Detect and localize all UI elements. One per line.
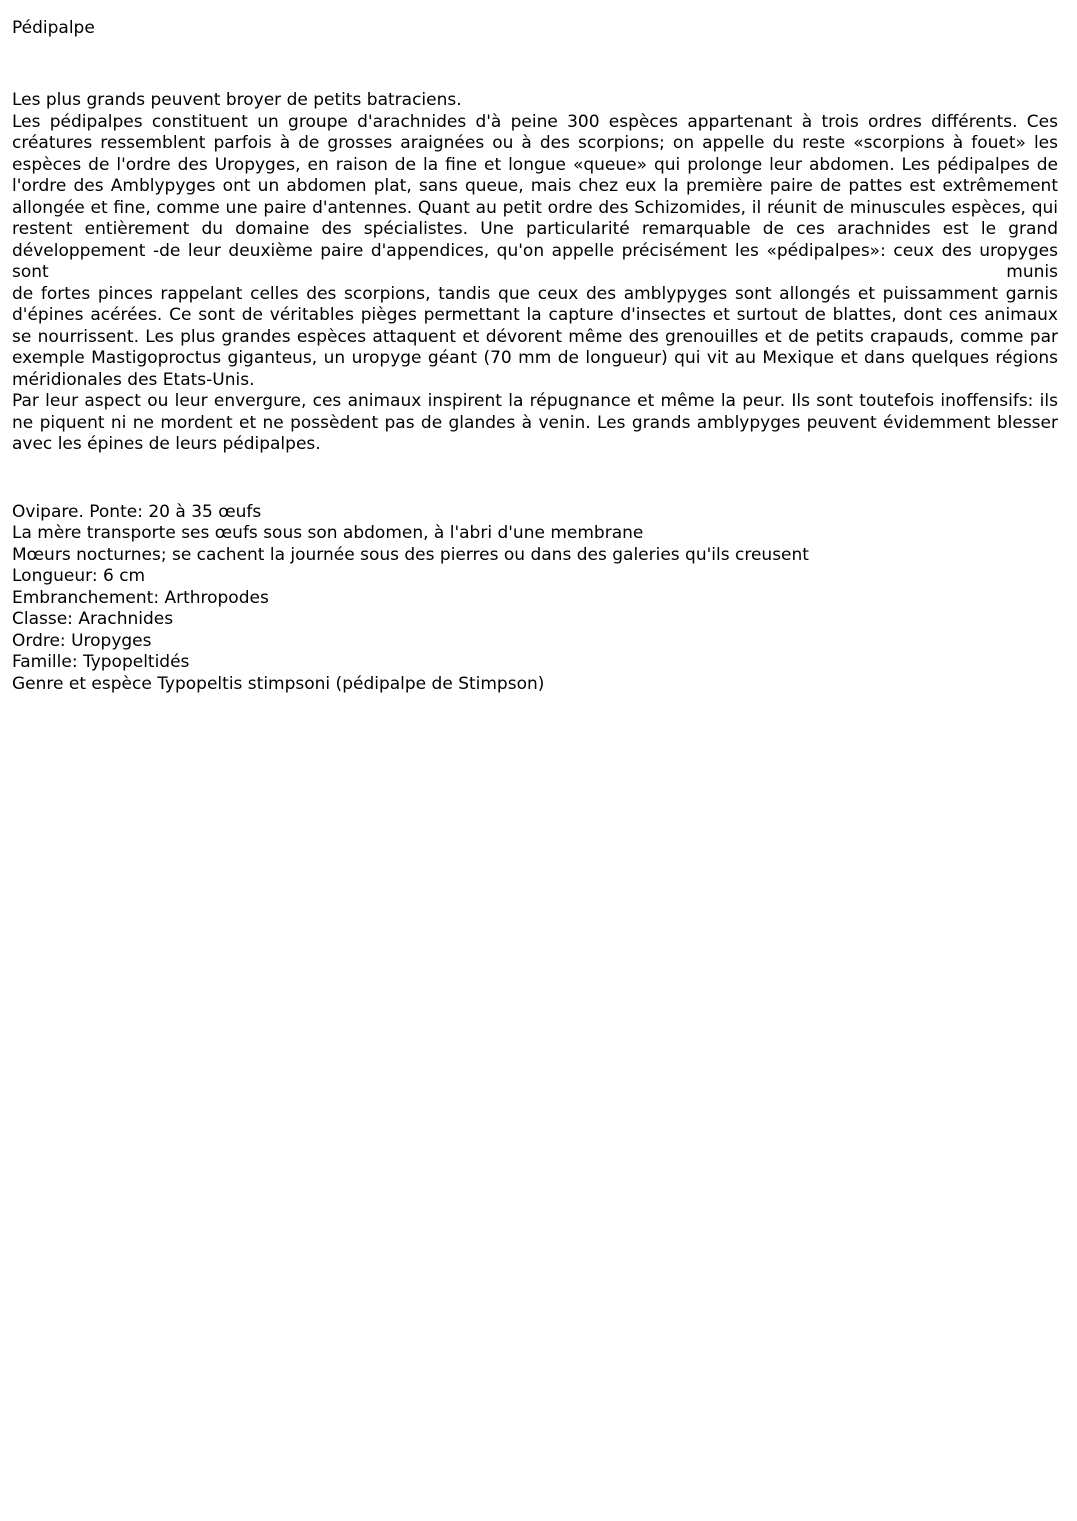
description-section [12, 90, 1058, 456]
fact-line: Famille: Typopeltidés [12, 652, 190, 672]
fact-line: La mère transporte ses œufs sous son abdomen, à l'abri d'une membrane [12, 523, 644, 543]
fact-line: Mœurs nocturnes; se cachent la journée sous des pierres ou dans des galeries qu'ils creusent [12, 544, 809, 565]
paragraph-1-part-1: Les pédipalpes constituent un groupe d'arachnides d'à peine 300 espèces appartenant à trois ordres différents. Ces créatures ressemblent parfois à de grosses araignées ou à des scorpions; on appelle du reste «scorpions à fouet» les espèces de l'ordre des Uropyges, en raison de la fine et longue «queue» qui prolonge leur abdomen. Les pédipalpes de l'ordre des Amblypyges ont un abdomen plat, sans queue, mais chez eux la première paire de pattes est extrêmement allongée et fine, comme une paire d'antennes. Quant au petit ordre des Schizomides, il réunit de minuscules espèces, qui restent entièrement du domaine des spécialistes. Une particularité remarquable de ces arachnides est le grand développement -de leur deuxième paire d'appendices, qu'on appelle précisément les «pédipalpes»: ceux des uropyges sont munis [12, 111, 1058, 282]
intro-line: Les plus grands peuvent broyer de petits batraciens. [12, 90, 462, 110]
fact-line: Ovipare. Ponte: 20 à 35 œufs [12, 501, 262, 522]
document-page [12, 18, 1058, 695]
fact-line: Classe: Arachnides [12, 609, 174, 629]
paragraph-1-part-2: de fortes pinces rappelant celles des scorpions, tandis que ceux des amblypyges sont allongés et puissamment garnis d'épines acérées. Ce sont de véritables pièges permettant la capture d'insectes et surtout de blattes, dont ces animaux se nourrissent. Les plus grandes espèces attaquent et dévorent même des grenouilles et de petits crapauds, comme par exemple Mastigoproctus giganteus, un uropyge géant (70 mm de longueur) qui vit au Mexique et dans quelques régions méridionales des Etats-Unis. [12, 283, 1058, 390]
fact-line: Ordre: Uropyges [12, 630, 152, 651]
fact-line: Genre et espèce Typopeltis stimpsoni (pédipalpe de Stimpson) [12, 673, 545, 694]
fact-line: Embranchement: Arthropodes [12, 587, 269, 608]
document-title: Pédipalpe [12, 18, 95, 38]
facts-list [12, 502, 1058, 696]
fact-line: Longueur: 6 cm [12, 566, 146, 586]
paragraph-2: Par leur aspect ou leur envergure, ces animaux inspirent la répugnance et même la peur. Ils sont toutefois inoffensifs: ils ne piquent ni ne mordent et ne possèdent pas de glandes à venin. Les grands amblypyges peuvent évidemment blesser avec les épines de leurs pédipalpes. [12, 391, 1058, 454]
